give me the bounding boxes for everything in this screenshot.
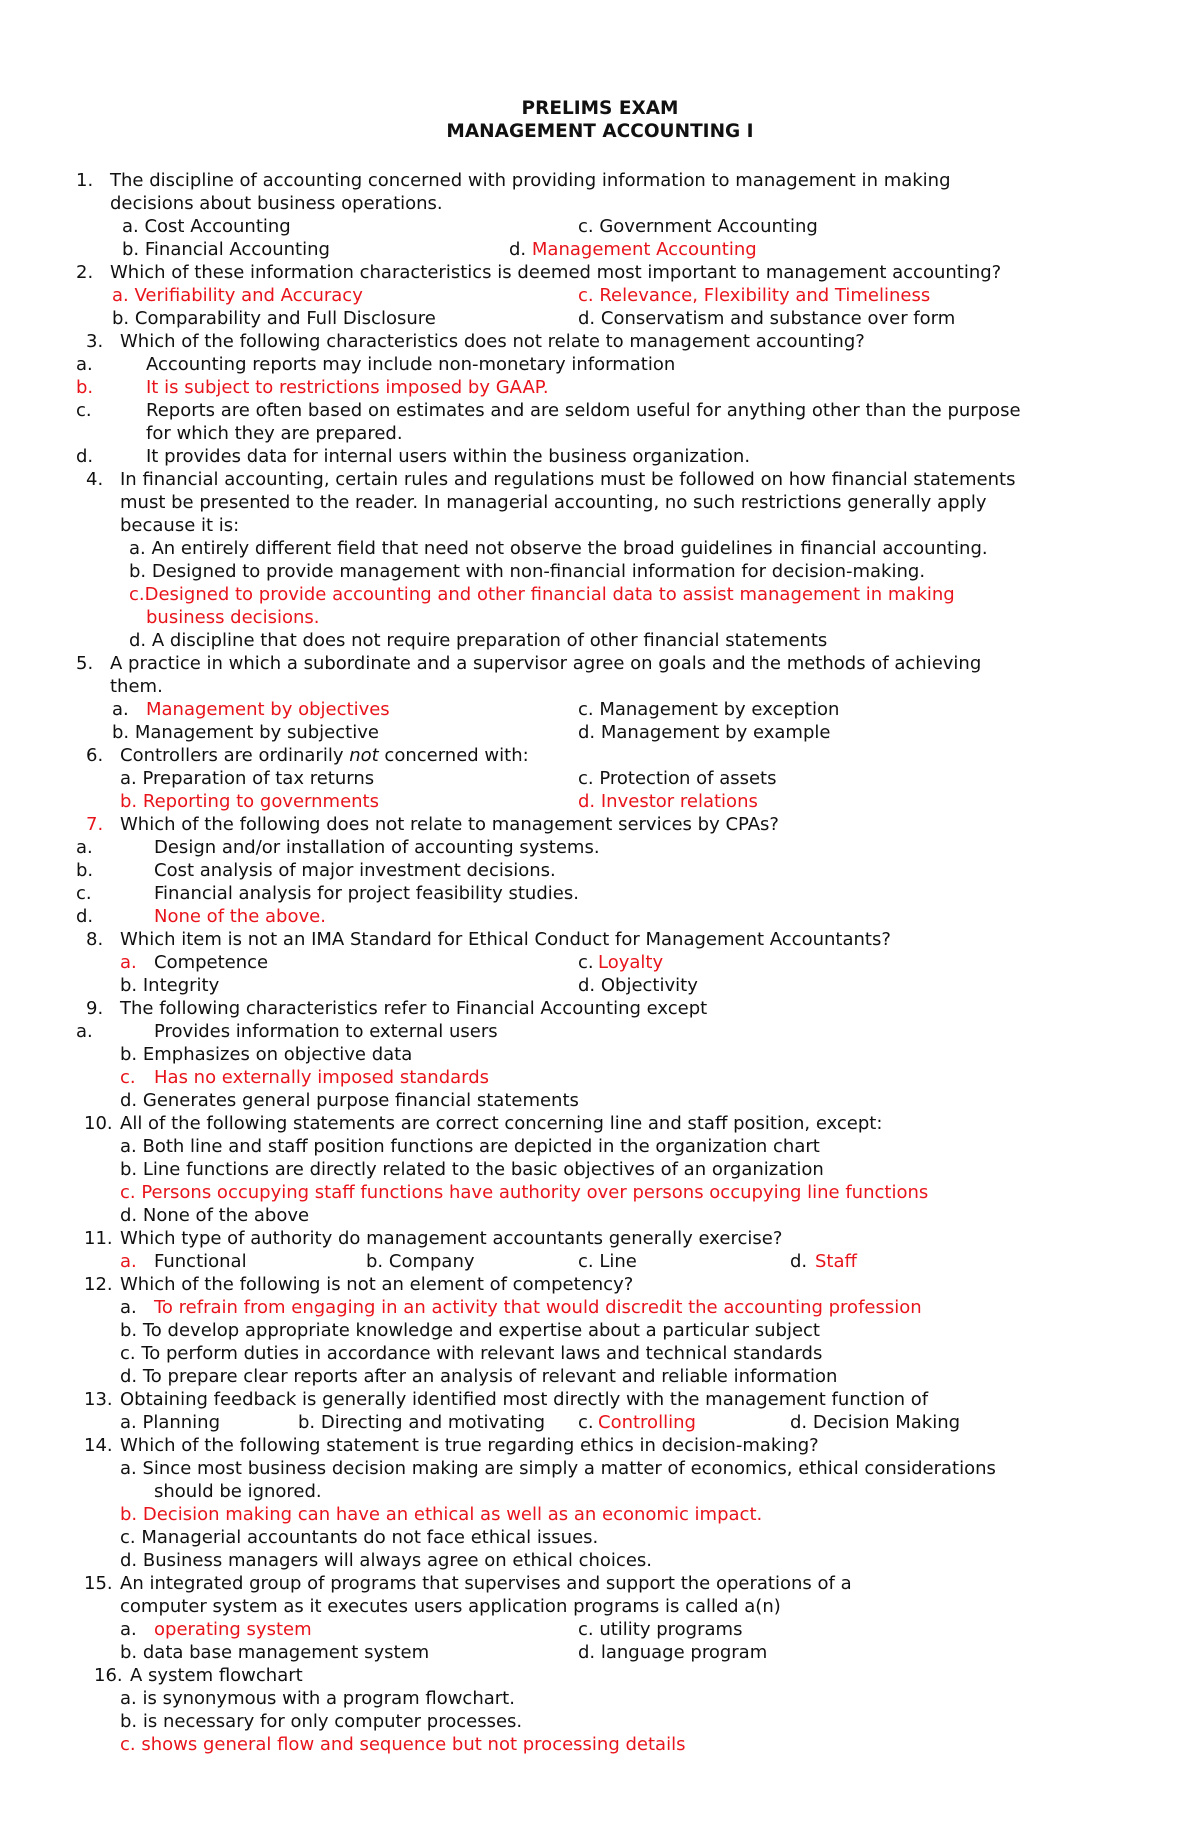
question-text: An integrated group of programs that supervises and support the operations of a bbox=[120, 1573, 852, 1594]
option-c: c. utility programs bbox=[578, 1619, 743, 1640]
question-text: Which of the following does not relate to management services by CPAs? bbox=[120, 814, 779, 835]
question-number: 6. bbox=[86, 745, 104, 766]
question-text: Which of these information characteristics is deemed most important to management accounting? bbox=[110, 262, 1002, 283]
question-number: 4. bbox=[86, 469, 104, 490]
answer-text: Loyalty bbox=[598, 952, 664, 973]
option-a: a. Cost Accounting bbox=[122, 216, 291, 237]
option-letter: c. bbox=[578, 952, 594, 973]
option-text: Competence bbox=[154, 952, 269, 973]
option-d: d. Objectivity bbox=[578, 975, 698, 996]
option-c: c. Management by exception bbox=[578, 699, 840, 720]
option-a: a. Preparation of tax returns bbox=[120, 768, 375, 789]
option-b: b. Line functions are directly related to the basic objectives of an organization bbox=[120, 1159, 824, 1180]
option-text: Reports are often based on estimates and are seldom useful for anything other than the purpose bbox=[146, 400, 1021, 421]
option-letter: a. bbox=[76, 1021, 93, 1042]
option-b: b. is necessary for only computer processes. bbox=[120, 1711, 523, 1732]
question-text: A practice in which a subordinate and a supervisor agree on goals and the methods of achieving bbox=[110, 653, 982, 674]
option-letter: c. bbox=[76, 883, 92, 904]
question-number: 15. bbox=[84, 1573, 113, 1594]
option-d: d. Decision Making bbox=[790, 1412, 961, 1433]
exam-title: PRELIMS EXAM bbox=[521, 98, 679, 119]
option-letter: c. bbox=[578, 1412, 594, 1433]
option-b: b. Integrity bbox=[120, 975, 220, 996]
question-number: 3. bbox=[86, 331, 104, 352]
question-text: The following characteristics refer to Financial Accounting except bbox=[120, 998, 708, 1019]
answer-text: To refrain from engaging in an activity that would discredit the accounting profession bbox=[154, 1297, 922, 1318]
answer-text: Management by objectives bbox=[146, 699, 390, 720]
question-text: Controllers are ordinarily not concerned with: bbox=[120, 745, 529, 766]
option-b: b. Emphasizes on objective data bbox=[120, 1044, 413, 1065]
option-letter: b. bbox=[76, 860, 94, 881]
option-text: Functional bbox=[154, 1251, 247, 1272]
exam-subtitle: MANAGEMENT ACCOUNTING I bbox=[446, 121, 754, 142]
question-text: Which of the following characteristics does not relate to management accounting? bbox=[120, 331, 865, 352]
option-c: c. Government Accounting bbox=[578, 216, 818, 237]
question-text: The discipline of accounting concerned with providing information to management in making bbox=[110, 170, 951, 191]
option-d: d. A discipline that does not require preparation of other financial statements bbox=[129, 630, 828, 651]
option-letter: c. bbox=[76, 400, 92, 421]
option-d: d. language program bbox=[578, 1642, 768, 1663]
option-c: c. Protection of assets bbox=[578, 768, 777, 789]
option-d bbox=[509, 238, 757, 261]
option-d: d. Investor relations bbox=[578, 791, 758, 812]
question-number: 14. bbox=[84, 1435, 113, 1456]
option-d: d. Management by example bbox=[578, 722, 831, 743]
question-text: In financial accounting, certain rules and regulations must be followed on how financial statements bbox=[120, 469, 1016, 490]
question-text-cont: decisions about business operations. bbox=[110, 193, 443, 214]
option-b: b. Directing and motivating bbox=[298, 1412, 546, 1433]
option-letter: d. bbox=[76, 446, 94, 467]
option-letter: a. bbox=[120, 952, 137, 973]
answer-text: operating system bbox=[154, 1619, 312, 1640]
question-text: All of the following statements are correct concerning line and staff position, except: bbox=[120, 1113, 883, 1134]
option-letter: d. bbox=[76, 906, 94, 927]
option-c-cont: business decisions. bbox=[146, 607, 320, 628]
option-letter: a. bbox=[112, 699, 129, 720]
answer-text: Has no externally imposed standards bbox=[154, 1067, 490, 1088]
option-letter: a. bbox=[120, 1251, 137, 1272]
option-b: b. Company bbox=[366, 1251, 475, 1272]
option-d: d. Conservatism and substance over form bbox=[578, 308, 956, 329]
question-number: 2. bbox=[76, 262, 94, 283]
question-text-cont: computer system as it executes users application programs is called a(n) bbox=[120, 1596, 781, 1617]
question-text-cont: them. bbox=[110, 676, 163, 697]
option-b: b. data base management system bbox=[120, 1642, 430, 1663]
option-b: b. To develop appropriate knowledge and expertise about a particular subject bbox=[120, 1320, 820, 1341]
option-letter: c. bbox=[120, 1067, 136, 1088]
option-letter: a. bbox=[120, 1619, 137, 1640]
question-text: Which of the following statement is true regarding ethics in decision-making? bbox=[120, 1435, 819, 1456]
option-letter: a. bbox=[120, 1297, 137, 1318]
option-a-cont: should be ignored. bbox=[154, 1481, 322, 1502]
option-b: b. Reporting to governments bbox=[120, 791, 379, 812]
option-letter: b. bbox=[76, 377, 94, 398]
option-a: a. An entirely different field that need not observe the broad guidelines in financial accounting. bbox=[129, 538, 988, 559]
question-text: Which of the following is not an element of competency? bbox=[120, 1274, 634, 1295]
option-letter: a. bbox=[76, 354, 93, 375]
option-text: It provides data for internal users within the business organization. bbox=[146, 446, 751, 467]
option-a: a. Planning bbox=[120, 1412, 221, 1433]
option-b: b. Financial Accounting bbox=[122, 239, 330, 260]
question-number: 11. bbox=[84, 1228, 113, 1249]
question-number: 10. bbox=[84, 1113, 113, 1134]
option-b: b. Comparability and Full Disclosure bbox=[112, 308, 436, 329]
option-a: a. is synonymous with a program flowchart. bbox=[120, 1688, 515, 1709]
option-text: Design and/or installation of accounting systems. bbox=[154, 837, 600, 858]
option-b: b. Management by subjective bbox=[112, 722, 379, 743]
option-c: c. Managerial accountants do not face ethical issues. bbox=[120, 1527, 599, 1548]
option-text-cont: for which they are prepared. bbox=[146, 423, 403, 444]
option-letter: d. bbox=[509, 239, 527, 260]
question-number: 12. bbox=[84, 1274, 113, 1295]
option-b: b. Designed to provide management with non-financial information for decision-making. bbox=[129, 561, 926, 582]
answer-text: Controlling bbox=[598, 1412, 696, 1433]
option-letter: d. bbox=[790, 1251, 808, 1272]
question-text: A system flowchart bbox=[130, 1665, 303, 1686]
question-number: 1. bbox=[76, 170, 94, 191]
option-d: d. Business managers will always agree on ethical choices. bbox=[120, 1550, 653, 1571]
answer-text: None of the above. bbox=[154, 906, 326, 927]
option-letter: a. bbox=[76, 837, 93, 858]
question-number: 9. bbox=[86, 998, 104, 1019]
question-number: 5. bbox=[76, 653, 94, 674]
question-text: Which item is not an IMA Standard for Ethical Conduct for Management Accountants? bbox=[120, 929, 891, 950]
option-text: Provides information to external users bbox=[154, 1021, 498, 1042]
answer-text: Staff bbox=[815, 1251, 857, 1272]
option-c: c.Designed to provide accounting and other financial data to assist management in making bbox=[129, 584, 955, 605]
question-number: 8. bbox=[86, 929, 104, 950]
option-d: d. None of the above bbox=[120, 1205, 310, 1226]
answer-text: Management Accounting bbox=[531, 239, 757, 260]
option-c: c. Line bbox=[578, 1251, 637, 1272]
option-d: d. To prepare clear reports after an analysis of relevant and reliable information bbox=[120, 1366, 838, 1387]
option-a: a. Both line and staff position functions are depicted in the organization chart bbox=[120, 1136, 820, 1157]
option-c: c. shows general flow and sequence but not processing details bbox=[120, 1734, 686, 1755]
option-c: c. Persons occupying staff functions have authority over persons occupying line functions bbox=[120, 1182, 929, 1203]
question-text: Obtaining feedback is generally identified most directly with the management function of bbox=[120, 1389, 929, 1410]
option-text: Cost analysis of major investment decisions. bbox=[154, 860, 556, 881]
question-number: 13. bbox=[84, 1389, 113, 1410]
option-text: Accounting reports may include non-monetary information bbox=[146, 354, 676, 375]
option-a: a. Verifiability and Accuracy bbox=[112, 285, 363, 306]
option-c: c. To perform duties in accordance with relevant laws and technical standards bbox=[120, 1343, 823, 1364]
option-b: b. Decision making can have an ethical as well as an economic impact. bbox=[120, 1504, 763, 1525]
option-a: a. Since most business decision making are simply a matter of economics, ethical considerations bbox=[120, 1458, 996, 1479]
answer-text: It is subject to restrictions imposed by GAAP. bbox=[146, 377, 549, 398]
option-c: c. Relevance, Flexibility and Timeliness bbox=[578, 285, 931, 306]
question-text-cont: must be presented to the reader. In managerial accounting, no such restrictions generally apply bbox=[120, 492, 987, 513]
question-number: 7. bbox=[86, 814, 104, 835]
question-text-cont: because it is: bbox=[120, 515, 240, 536]
option-d: d. Generates general purpose financial statements bbox=[120, 1090, 579, 1111]
question-number: 16. bbox=[94, 1665, 123, 1686]
question-text: Which type of authority do management accountants generally exercise? bbox=[120, 1228, 783, 1249]
option-text: Financial analysis for project feasibility studies. bbox=[154, 883, 579, 904]
